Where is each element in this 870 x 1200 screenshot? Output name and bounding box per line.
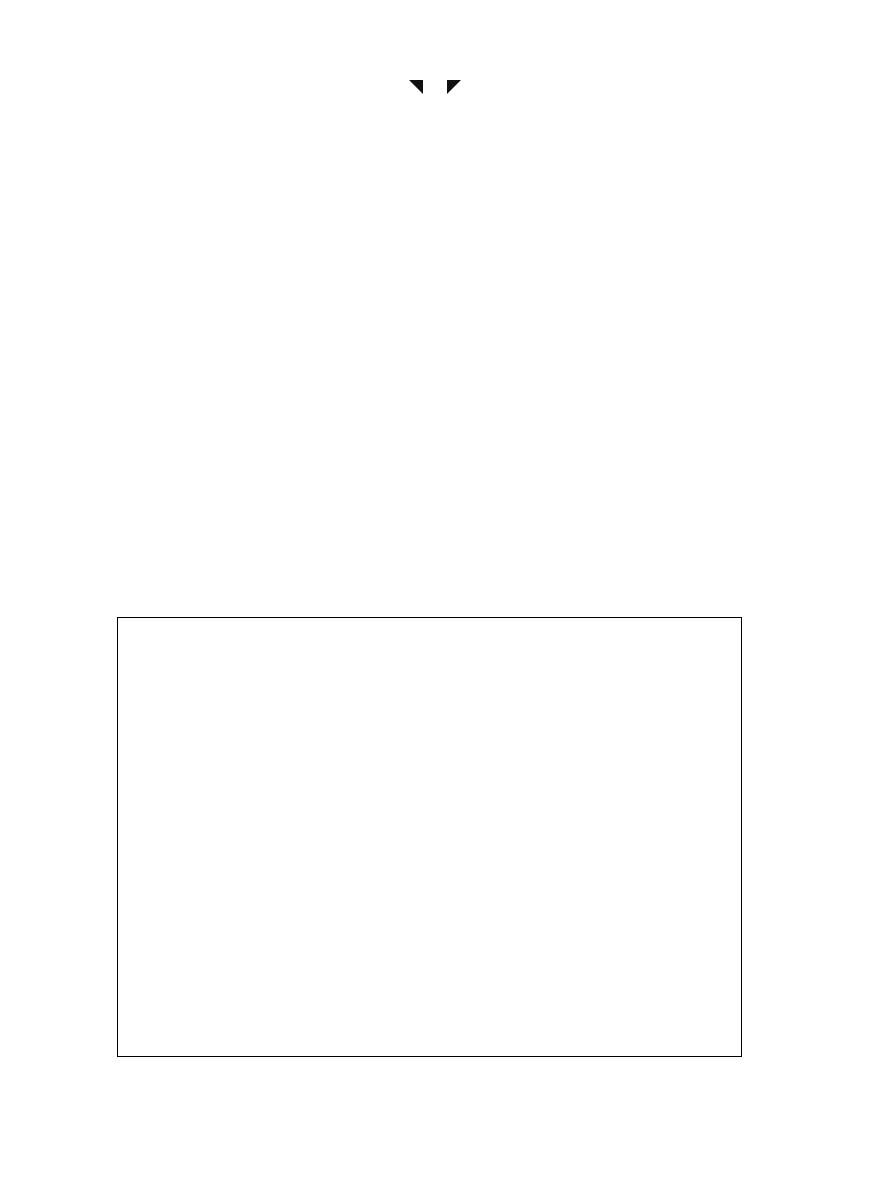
right-triangle-icon bbox=[447, 80, 461, 94]
page-number bbox=[0, 78, 870, 95]
left-triangle-icon bbox=[409, 80, 423, 94]
language-tree-figure bbox=[117, 617, 742, 1057]
language-tree-diagram bbox=[118, 618, 743, 1058]
